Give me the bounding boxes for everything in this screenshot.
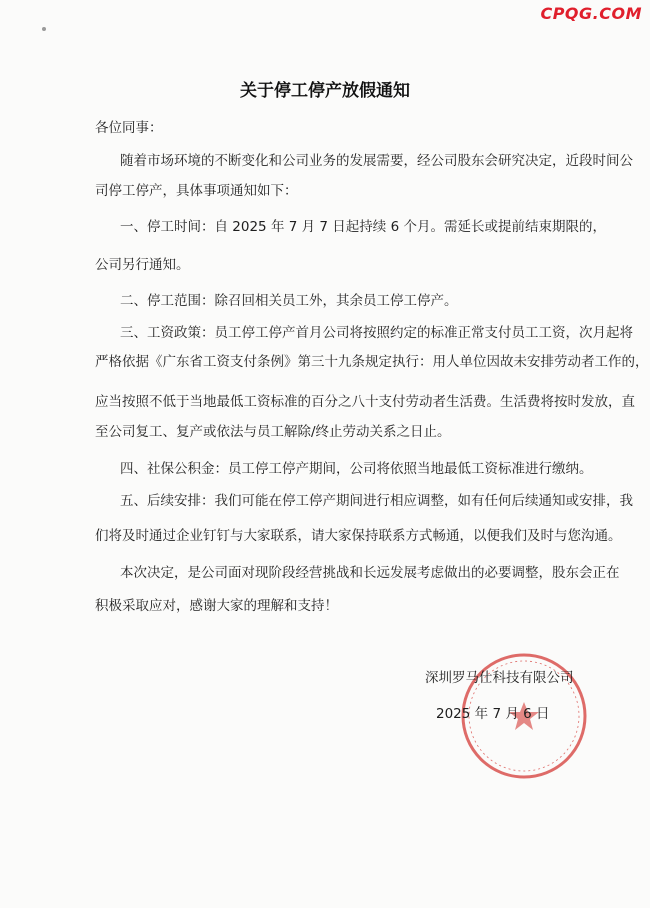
paragraph-line: 至公司复工、复产或依法与员工解除/终止劳动关系之日止。 [95, 424, 451, 440]
notice-date: 2025 年 7 月 6 日 [436, 706, 550, 722]
paragraph-line: 二、停工范围：除召回相关员工外，其余员工停工停产。 [120, 293, 458, 309]
paragraph-line: 公司另行通知。 [95, 257, 190, 273]
notice-title: 关于停工停产放假通知 [240, 81, 410, 101]
paragraph-line: 随着市场环境的不断变化和公司业务的发展需要，经公司股东会研究决定，近段时间公 [120, 153, 633, 169]
paragraph-line: 五、后续安排：我们可能在停工停产期间进行相应调整，如有任何后续通知或安排，我 [120, 493, 633, 509]
salutation: 各位同事： [95, 120, 163, 136]
paragraph-line: 应当按照不低于当地最低工资标准的百分之八十支付劳动者生活费。生活费将按时发放，直 [95, 394, 635, 410]
paragraph-line: 一、停工时间：自 2025 年 7 月 7 日起持续 6 个月。需延长或提前结束期限的， [120, 219, 606, 235]
scan-speck [42, 27, 46, 31]
site-watermark: CPQG.COM [540, 4, 642, 23]
paragraph-line: 司停工停产，具体事项通知如下： [95, 183, 298, 199]
paragraph-line: 积极采取应对，感谢大家的理解和支持！ [95, 598, 338, 614]
company-name: 深圳罗马仕科技有限公司 [425, 670, 574, 686]
paragraph-line: 本次决定，是公司面对现阶段经营挑战和长远发展考虑做出的必要调整，股东会正在 [120, 565, 620, 581]
paragraph-line: 四、社保公积金：员工停工停产期间，公司将依照当地最低工资标准进行缴纳。 [120, 461, 593, 477]
paragraph-line: 三、工资政策：员工停工停产首月公司将按照约定的标准正常支付员工工资，次月起将 [120, 325, 633, 341]
paragraph-line: 们将及时通过企业钉钉与大家联系，请大家保持联系方式畅通，以便我们及时与您沟通。 [95, 528, 622, 544]
paragraph-line: 严格依据《广东省工资支付条例》第三十九条规定执行：用人单位因故未安排劳动者工作的， [95, 354, 649, 370]
